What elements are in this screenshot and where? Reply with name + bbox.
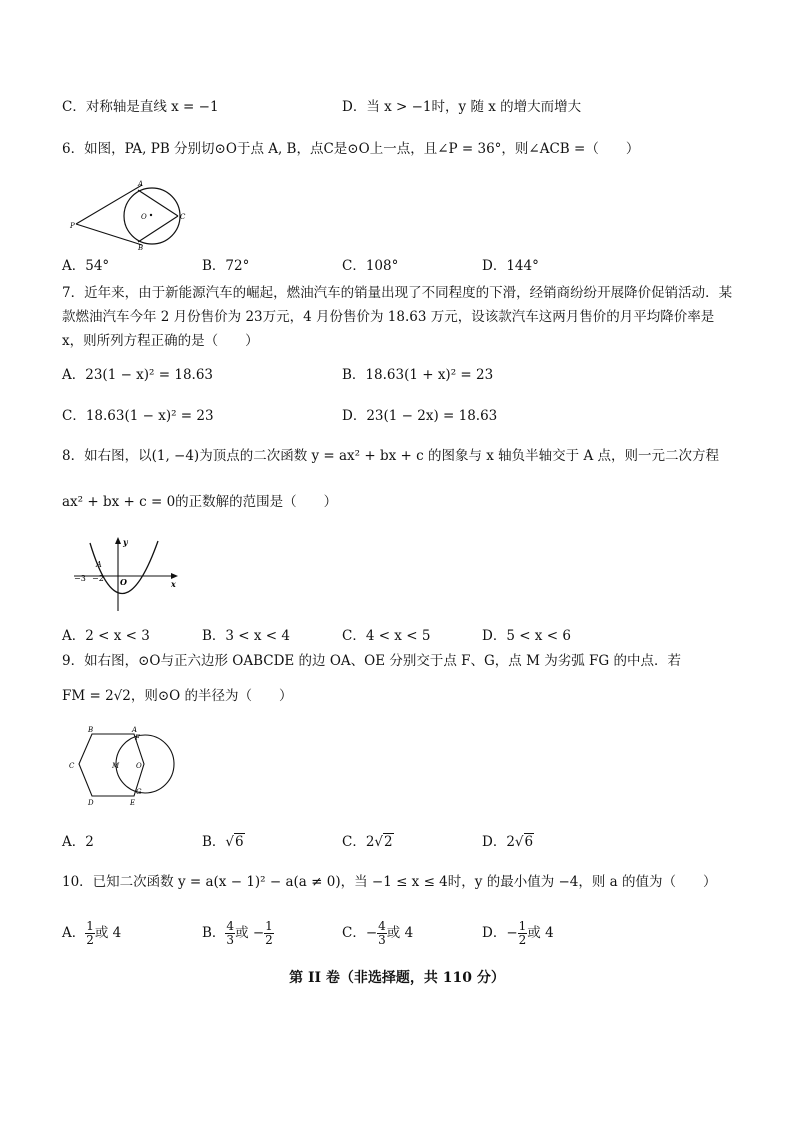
q9-stem-line1: 9．如右图，⊙O与正六边形 OABCDE 的边 OA、OE 分别交于点 F、G，点 M 为劣弧 FG 的中点．若 <box>62 653 681 669</box>
q10-option-c: C．− $\frac{4}{3}$ 或 4 <box>342 919 414 947</box>
q10-stem: 10．已知二次函数 y = a(x − 1)² − a(a ≠ 0)，当 −1 ≤ x ≤ 4时，y 的最小值为 −4，则 a 的值为（ ） <box>62 874 717 890</box>
q8-option-b: B．3 < x < 4 <box>202 628 291 644</box>
q9-option-d: D．2√6 <box>482 834 534 850</box>
q8-label-a: A <box>96 560 102 569</box>
q6-stem: 6．如图，PA, PB 分别切⊙O于点 A, B，点C是⊙O上一点，且∠P = 36°，则∠ACB =（ ） <box>62 141 640 157</box>
q6-tangent-circle-figure <box>66 176 196 256</box>
q9-label-m: M <box>112 762 120 770</box>
q6-option-d: D．144° <box>482 258 539 274</box>
q8-stem-line1: 8．如右图，以(1, −4)为顶点的二次函数 y = ax² + bx + c 的图象与 x 轴负半轴交于 A 点，则一元二次方程 <box>62 448 720 464</box>
q9-label-a: A <box>132 726 138 734</box>
q8-label-x: x <box>171 579 176 589</box>
q10-option-b: B． $\frac{4}{3}$ 或 − $\frac{1}{2}$ <box>202 919 273 947</box>
q6-label-b: B <box>138 244 144 252</box>
q6-label-c: C <box>180 213 186 221</box>
q6-label-a: A <box>138 180 144 188</box>
q9-hexagon-circle-figure <box>64 724 182 808</box>
q9-option-a: A．2 <box>62 834 94 850</box>
q9-option-c: C．2√2 <box>342 834 393 850</box>
q10-option-d: D．− $\frac{1}{2}$ 或 4 <box>482 919 554 947</box>
q7-option-a: A．23(1 − x)² = 18.63 <box>62 367 214 383</box>
q7-option-d: D．23(1 − 2x) = 18.63 <box>342 408 498 424</box>
q7-stem-line1: 7．近年来，由于新能源汽车的崛起，燃油汽车的销量出现了不同程度的下滑，经销商纷纷开展降价促销活动．某 <box>62 285 733 301</box>
q9-label-o: O <box>136 762 142 770</box>
q6-label-p: P <box>70 222 75 230</box>
q9-label-g: G <box>136 788 142 796</box>
q7-stem-line2: 款燃油汽车今年 2 月份售价为 23万元，4 月份售价为 18.63 万元，设该款汽车这两月售价的月平均降价率是 <box>62 309 715 325</box>
q9-label-b: B <box>88 726 94 734</box>
q9-label-c: C <box>69 762 75 770</box>
section-heading: 第 II 卷（非选择题，共 110 分） <box>289 970 505 986</box>
q9-stem-line2: FM = 2√2，则⊙O 的半径为（ ） <box>62 688 293 704</box>
q8-label-minus2: −2 <box>92 574 104 583</box>
q8-option-a: A．2 < x < 3 <box>62 628 150 644</box>
q5-option-c: C．对称轴是直线 x = −1 <box>62 99 219 115</box>
q8-option-c: C．4 < x < 5 <box>342 628 431 644</box>
q9-option-b: B．√6 <box>202 834 244 850</box>
q8-stem-line2: ax² + bx + c = 0的正数解的范围是（ ） <box>62 494 338 510</box>
q8-option-d: D．5 < x < 6 <box>482 628 571 644</box>
q7-option-b: B．18.63(1 + x)² = 23 <box>342 367 494 383</box>
q10-option-a: A． $\frac{1}{2}$ 或 4 <box>62 919 122 947</box>
q6-label-o: O <box>141 213 147 221</box>
q8-label-y: y <box>123 537 128 547</box>
q8-parabola-figure <box>70 535 182 615</box>
q6-option-a: A．54° <box>62 258 110 274</box>
q7-stem-line3: x，则所列方程正确的是（ ） <box>62 333 259 349</box>
q6-option-b: B．72° <box>202 258 250 274</box>
q8-label-o: O <box>120 577 127 587</box>
q9-label-f: F <box>135 734 140 742</box>
q5-option-d: D．当 x > −1时，y 随 x 的增大而增大 <box>342 99 582 115</box>
q9-label-e: E <box>130 799 136 807</box>
q6-option-c: C．108° <box>342 258 399 274</box>
q9-label-d: D <box>88 799 94 807</box>
q7-option-c: C．18.63(1 − x)² = 23 <box>62 408 214 424</box>
q8-label-minus3: −3 <box>74 574 86 583</box>
